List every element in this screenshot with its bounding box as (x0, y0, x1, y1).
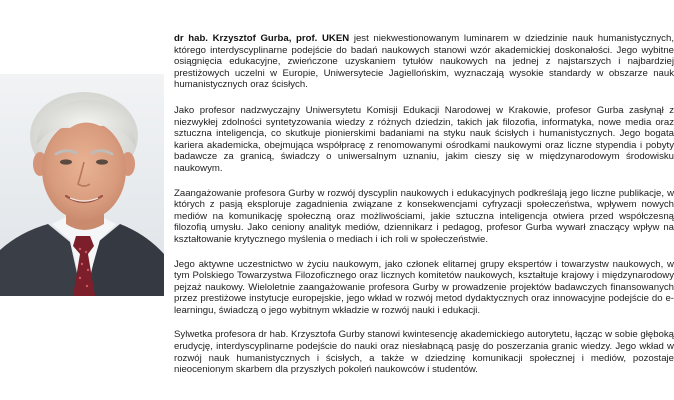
profile-photo (0, 74, 164, 296)
bio-paragraph-5: Sylwetka profesora dr hab. Krzysztofa Gurby stanowi kwintesencję akademickiego autorytetu, łącząc w sobie głęboką erudycję, interdyscyplinarne podejście do nauki oraz niesłabnącą pasję do poszerzania granic wiedzy. Jego wkład w rozwój nauk humanistycznych i ścisłych, a także w dziedzinę komunikacji społecznej i mediów, pozostaje nieocenionym skarbem dla przyszłych pokoleń naukowców i studentów. (174, 329, 674, 376)
bio-paragraph-1 (174, 33, 674, 91)
bio-paragraph-1-text: jest niekwestionowanym luminarem w dziedzinie nauk humanistycznych, którego interdyscyplinarne podejście do badań naukowych stanowi wzór akademickiej doskonałości. Jego wybitne osiągnięcia edukacyjne, zwieńczone uzyskaniem tytułów naukowych na jednej z najstarszych i najbardziej prestiżowych uczelni w Europie, Uniwersytecie Jagiellońskim, wyznaczają wysokie standardy w obszarze nauk humanistycznych oraz ścisłych. (174, 33, 674, 91)
portrait-illustration (0, 74, 164, 296)
bio-paragraph-4: Jego aktywne uczestnictwo w życiu naukowym, jako członek elitarnej grupy ekspertów i towarzystw naukowych, w tym Polskiego Towarzystwa Filozoficznego oraz licznych komitetów naukowych, kształtuje krajowy i międzynarodowy pejzaż naukowy. Wieloletnie zaangażowanie profesora Gurby w prowadzenie projektów badawczych finansowanych przez prestiżowe instytucje europejskie, jego wkład w rozwój metod dydaktycznych oraz innowacyjne podejście do e-learningu, świadczą o jego wybitnym wkładzie w rozwój nauki i edukacji. (174, 258, 674, 316)
bio-paragraph-2: Jako profesor nadzwyczajny Uniwersytetu Komisji Edukacji Narodowej w Krakowie, profesor Gurba zasłynął z niezwykłej zdolności syntetyzowania wiedzy z różnych dziedzin, takich jak filozofia, informatyka, nowe media oraz sztuczna inteligencja, co skutkuje pionierskimi badaniami na styku nauk ścisłych i humanistycznych. Jego bogata kariera akademicka, obejmująca współpracę z renomowanymi ośrodkami naukowymi oraz liczne stypendia i pobyty badawcze za granicą, świadczy o uniwersalnym uznaniu, jakim cieszy się w międzynarodowym środowisku naukowym. (174, 104, 674, 174)
bio-paragraph-3: Zaangażowanie profesora Gurby w rozwój dyscyplin naukowych i edukacyjnych podkreślają jego liczne publikacje, w których z pasją eksploruje zagadnienia związane z konsekwencjami cyfryzacji społeczeństwa, wpływem nowych mediów na komunikację społeczną oraz możliwościami, jakie sztuczna inteligencja otwiera przed współczesną filozofią umysłu. Jako ceniony analityk mediów, dziennikarz i pedagog, profesor Gurba wywarł znaczący wpływ na kształtowanie krytycznego myślenia o mediach i ich roli w społeczeństwie. (174, 187, 674, 245)
author-name: dr hab. Krzysztof Gurba, prof. UKEN (174, 33, 350, 44)
biography-text (174, 33, 674, 389)
